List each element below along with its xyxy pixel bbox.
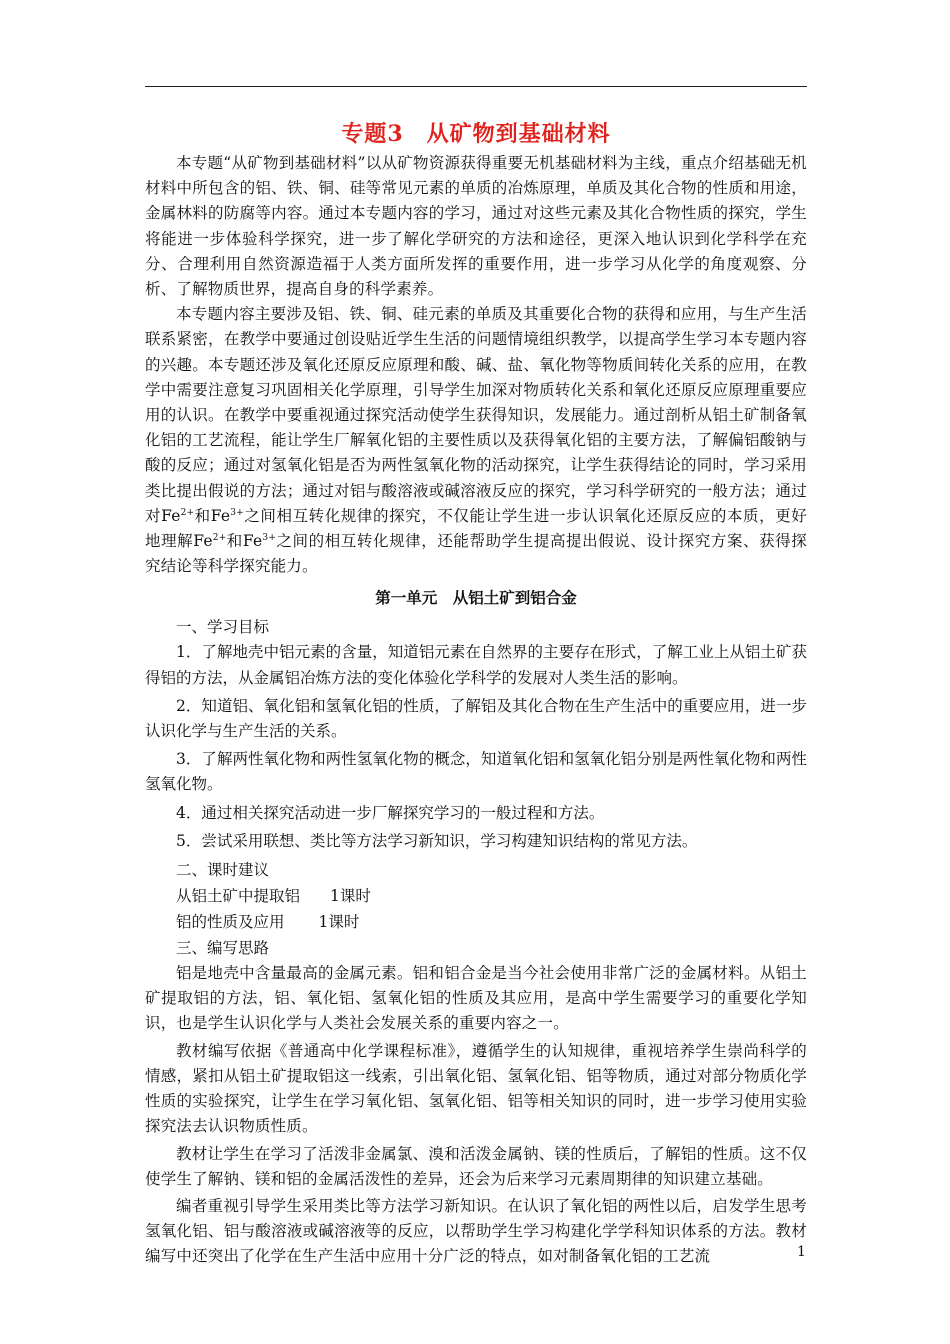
goal-item: 5．尝试采用联想、类比等方法学习新知识，学习构建知识结构的常见方法。 bbox=[176, 831, 698, 850]
goal-item: 3．了解两性氧化物和两性氢氧化物的概念，知道氧化铝和氢氧化铝分别是两性氧化物和两性氢氧化物。 bbox=[145, 750, 807, 794]
unit-title: 第一单元 从铝土矿到铝合金 bbox=[375, 588, 577, 608]
section-heading-goals: 一、学习目标 bbox=[176, 618, 270, 637]
approach-paragraph: 铝是地壳中含量最高的金属元素。铝和铝合金是当今社会使用非常广泛的金属材料。从铝土矿提取铝的方法，铝、氧化铝、氢氧化铝的性质及其应用，是高中学生需要学习的重要化学知识，也是学生认识化学与人类社会发展关系的重要内容之一。 bbox=[145, 964, 807, 1033]
goal-item: 2．知道铝、氧化铝和氢氧化铝的性质，了解铝及其化合物在生产生活中的重要应用，进一步认识化学与生产生活的关系。 bbox=[145, 696, 807, 741]
intro-paragraph-2: 本专题内容主要涉及铝、铁、铜、硅元素的单质及其重要化合物的获得和应用，与生产生活联系紧密，在教学中要通过创设贴近学生生活的问题情境组织教学，以提高学生学习本专题内容的兴趣。本专题还涉及氧化还原反应原理和酸、碱、盐、氧化物等物质间转化关系的应用，在教学中需要注意复习巩固相关化学原理，引导学生加深对物质转化关系和氧化还原反应原理重要应用的认识。在教学中要重视通过探究活动使学生获得知识，发展能力。通过剖析从铝土矿制备氧化铝的工艺流程，能让学生厂解氧化铝的主要性质以及获得氧化铝的主要方法，了解偏铝酸钠与酸的反应；通过对氢氧化铝是否为两性氢氧化物的活动探究，让学生获得结论的同时，学习采用类比提出假说的方法；通过对铝与酸溶液或碱溶液反应的探究，学习科学研究的一般方法；通过对$Fe^{2+}$和$Fe^{3+}$之间相互转化规律的探究，不仅能让学生进一步认识氧化还原反应的本质，更好地理解$Fe^{2+}$和$Fe^{3+}$之间的相互转化规律，还能帮助学生提高提出假说、设计探究方案、获得探究结论等科学探究能力。 bbox=[145, 305, 807, 576]
goal-item: 1．了解地壳中铝元素的含量，知道铝元素在自然界的主要存在形式，了解工业上从铝土矿获得铝的方法，从金属铝冶炼方法的变化体验化学科学的发展对人类生活的影响。 bbox=[145, 643, 807, 687]
lesson-name: 从铝土矿中提取铝 bbox=[176, 887, 301, 906]
lesson-row bbox=[145, 909, 807, 935]
approach-paragraph: 教材编写依据《普通高中化学课程标准》，遵循学生的认知规律，重视培养学生崇尚科学的情感，紧扣从铝土矿提取铝这一线索，引出氧化铝、氢氧化铝、铝等物质，通过对部分物质化学性质的实验探究，让学生在学习氧化铝、氢氧化铝、铝等相关知识的同时，进一步学习使用实验探究法去认识物质性质。 bbox=[145, 1041, 807, 1136]
section-heading-approach: 三、编写思路 bbox=[176, 939, 270, 958]
goal-item: 4．通过相关探究活动进一步厂解探究学习的一般过程和方法。 bbox=[176, 803, 605, 822]
page-number: 1 bbox=[797, 1244, 806, 1260]
page-title: 专题3 从矿物到基础材料 bbox=[341, 121, 611, 147]
lesson-name: 铝的性质及应用 bbox=[176, 913, 285, 932]
document-body bbox=[145, 118, 807, 1270]
header-rule bbox=[145, 86, 807, 87]
approach-paragraph: 教材让学生在学习了活泼非金属氯、溴和活泼金属钠、镁的性质后，了解铝的性质。这不仅使学生了解钠、镁和铝的金属活泼性的差异，还会为后来学习元素周期律的知识建立基础。 bbox=[145, 1144, 807, 1188]
approach-paragraph: 编者重视引导学生采用类比等方法学习新知识。在认识了氧化铝的两性以后，启发学生思考氢氧化铝、铝与酸溶液或碱溶液等的反应，以帮助学生学习构建化学学科知识体系的方法。教材编写中还突出了化学在生产生活中应用十分广泛的特点，如对制备氧化铝的工艺流 bbox=[145, 1196, 807, 1266]
intro-paragraph-1: 本专题“从矿物到基础材料”以从矿物资源获得重要无机基础材料为主线，重点介绍基础无机材料中所包含的铝、铁、铜、硅等常见元素的单质的冶炼原理，单质及其化合物的性质和用途，金属林料的防腐等内容。通过本专题内容的学习，通过对这些元素及其化合物性质的探究，学生将能进一步体验科学探究，进一步了解化学研究的方法和途径，更深入地认识到化学科学在充分、合理利用自然资源造福于人类方面所发挥的重要作用，进一步学习从化学的角度观察、分析、了解物质世界，提高自身的科学素养。 bbox=[145, 154, 807, 299]
lesson-hours: 1课时 bbox=[318, 913, 360, 932]
lesson-hours: 1课时 bbox=[330, 887, 371, 906]
lesson-row bbox=[145, 883, 807, 909]
section-heading-hours: 二、课时建议 bbox=[176, 861, 270, 880]
